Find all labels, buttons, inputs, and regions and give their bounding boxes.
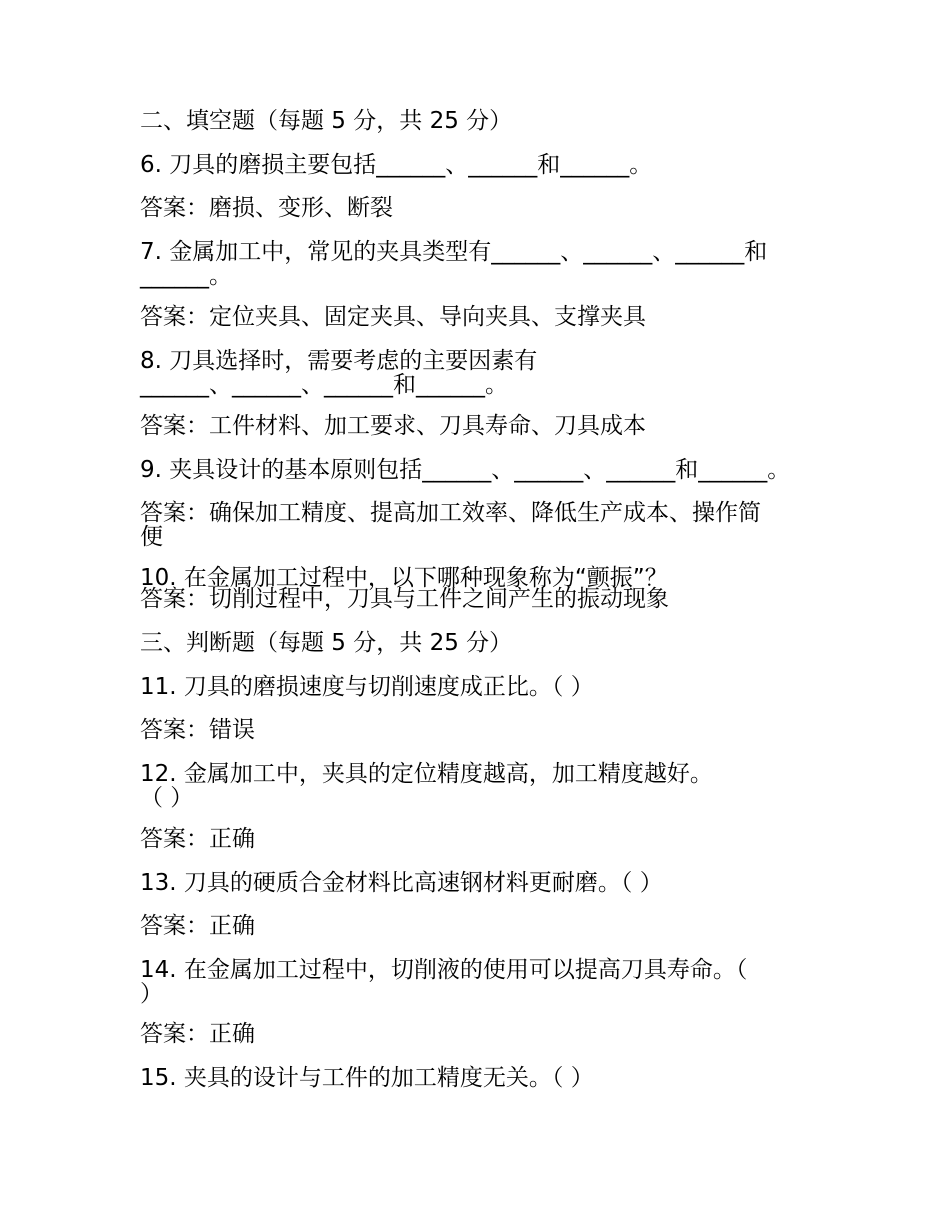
answer-13: 答案：正确 — [140, 913, 255, 939]
question-11: 11. 刀具的磨损速度与切削速度成正比。（ ） — [140, 674, 594, 700]
question-12: 12. 金属加工中，夹具的定位精度越高，加工精度越好。 （ ） — [140, 761, 713, 811]
answer-8: 答案：工件材料、加工要求、刀具寿命、刀具成本 — [140, 413, 646, 439]
answer-14: 答案：正确 — [140, 1021, 255, 1047]
question-15: 15. 夹具的设计与工件的加工精度无关。（ ） — [140, 1065, 594, 1091]
answer-7: 答案：定位夹具、固定夹具、导向夹具、支撑夹具 — [140, 304, 646, 330]
question-14: 14. 在金属加工过程中，切削液的使用可以提高刀具寿命。（ ） — [140, 957, 748, 1007]
question-7: 7. 金属加工中，常见的夹具类型有______、______、______和 ______。 — [140, 239, 768, 289]
question-9: 9. 夹具设计的基本原则包括______、______、______和______。 — [140, 457, 791, 483]
answer-11: 答案：错误 — [140, 717, 255, 743]
question-13: 13. 刀具的硬质合金材料比高速钢材料更耐磨。（ ） — [140, 870, 663, 896]
question-10: 10. 在金属加工过程中，以下哪种现象称为“颤振”？ — [140, 565, 668, 591]
answer-6: 答案：磨损、变形、断裂 — [140, 195, 393, 221]
section-heading-true-false: 三、判断题（每题 5 分，共 25 分） — [140, 630, 513, 656]
answer-12: 答案：正确 — [140, 826, 255, 852]
answer-9: 答案：确保加工精度、提高加工效率、降低生产成本、操作简 便 — [140, 500, 761, 550]
section-heading-fill-in: 二、填空题（每题 5 分，共 25 分） — [140, 108, 513, 134]
question-8: 8. 刀具选择时，需要考虑的主要因素有 ______、______、______和______。 — [140, 348, 538, 398]
question-6: 6. 刀具的磨损主要包括______、______和______。 — [140, 152, 653, 178]
answer-10: 答案：切削过程中，刀具与工件之间产生的振动现象 — [140, 586, 669, 612]
